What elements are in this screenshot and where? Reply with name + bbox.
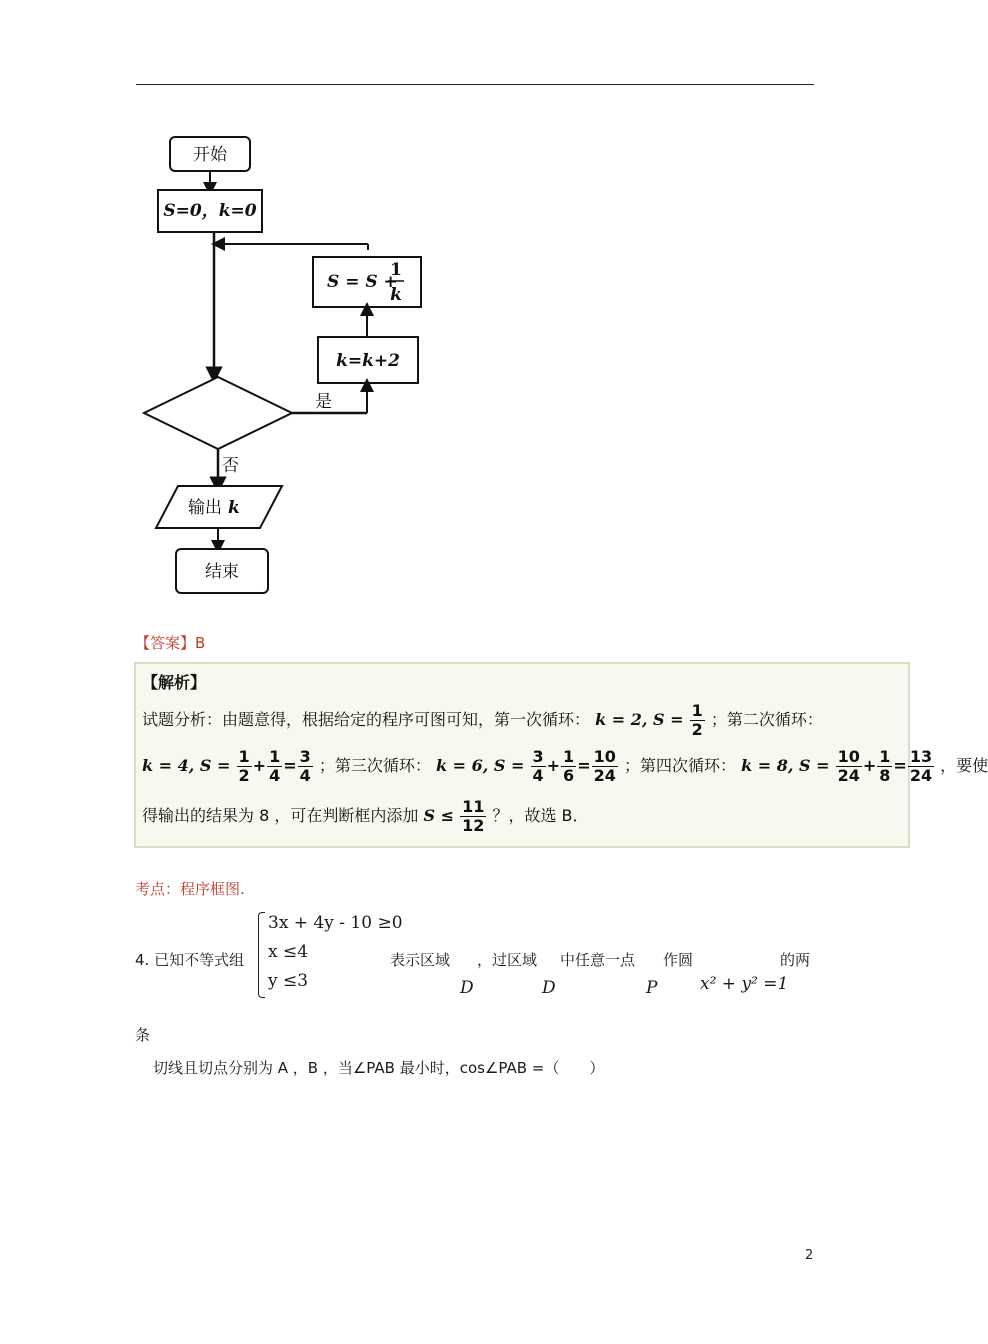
update-s-lhs: S = S +	[327, 272, 398, 292]
problem4-text-1: 表示区域	[390, 951, 451, 969]
problem4-line-3: 切线且切点分别为 A ，B ，当∠PAB 最小时，cos∠PAB =（ ）	[153, 1059, 605, 1077]
problem4-text-4: 作圆	[663, 951, 694, 969]
no-label: 否	[222, 456, 239, 476]
answer-label: 【答案】	[135, 634, 196, 652]
problem4-text-5: 的两	[780, 951, 811, 969]
yes-label: 是	[315, 392, 332, 412]
point-P: P	[646, 978, 658, 998]
init-label: S=0，k=0	[163, 201, 257, 221]
problem4-text-6: 条	[135, 1026, 151, 1044]
region-D-1: D	[460, 978, 474, 998]
problem4-prefix: 4. 已知不等式组	[135, 951, 245, 969]
system-brace	[258, 912, 265, 998]
update-s-num: 1	[390, 260, 402, 280]
answer-line	[135, 632, 205, 653]
update-s-den: k	[390, 285, 402, 305]
fraction: $\frac{1}{2}$	[691, 701, 703, 739]
region-D-2: D	[542, 978, 556, 998]
problem4-text-3: 中任意一点	[560, 951, 636, 969]
problem4-text-2: ，过区域	[477, 951, 538, 969]
circle-equation: x² + y² =1	[700, 974, 789, 994]
answer-value: B	[195, 634, 206, 652]
kaodian-note: 考点：程序框图.	[135, 880, 245, 898]
analysis-line-1: 试题分析：由题意得，根据给定的程序可图可知，第一次循环： k = 2, S = $\frac{1}{2}$ ；第二次循环：	[142, 701, 823, 739]
start-label: 开始	[193, 145, 227, 165]
inequality-2: x ≤4	[268, 942, 309, 962]
end-label: 结束	[205, 562, 239, 582]
analysis-title: 【解析】	[142, 673, 207, 692]
analysis-line-3: 得输出的结果为 8 ，可在判断框内添加 S ≤ $\frac{11}{12}$ ？，故选 B．	[142, 797, 589, 835]
program-flowchart	[130, 125, 440, 605]
decision-diamond	[144, 377, 292, 449]
analysis-box	[134, 662, 988, 848]
output-label: 输出 k	[188, 498, 240, 518]
inequality-3: y ≤3	[268, 971, 309, 991]
page-number: 2	[805, 1248, 814, 1263]
update-k-label: k=k+2	[336, 351, 400, 371]
inequality-1: 3x + 4y - 10 ≥0	[268, 913, 403, 933]
analysis-line-2: k = 4, S = $\frac{1}{2}$ + $\frac{1}{4}$ = $\frac{3}{4}$ ；第三次循环： k = 6, S = $\frac{3}{4}$ + $\frac{1}{6}$ = $\frac{10}{24}$ ；第四次循环： k = 8, S = $\frac{10}{24}$ + $\frac{1}{8}$ = $\frac{13}{24}$ ，要使	[142, 747, 988, 785]
header-rule	[136, 84, 814, 85]
